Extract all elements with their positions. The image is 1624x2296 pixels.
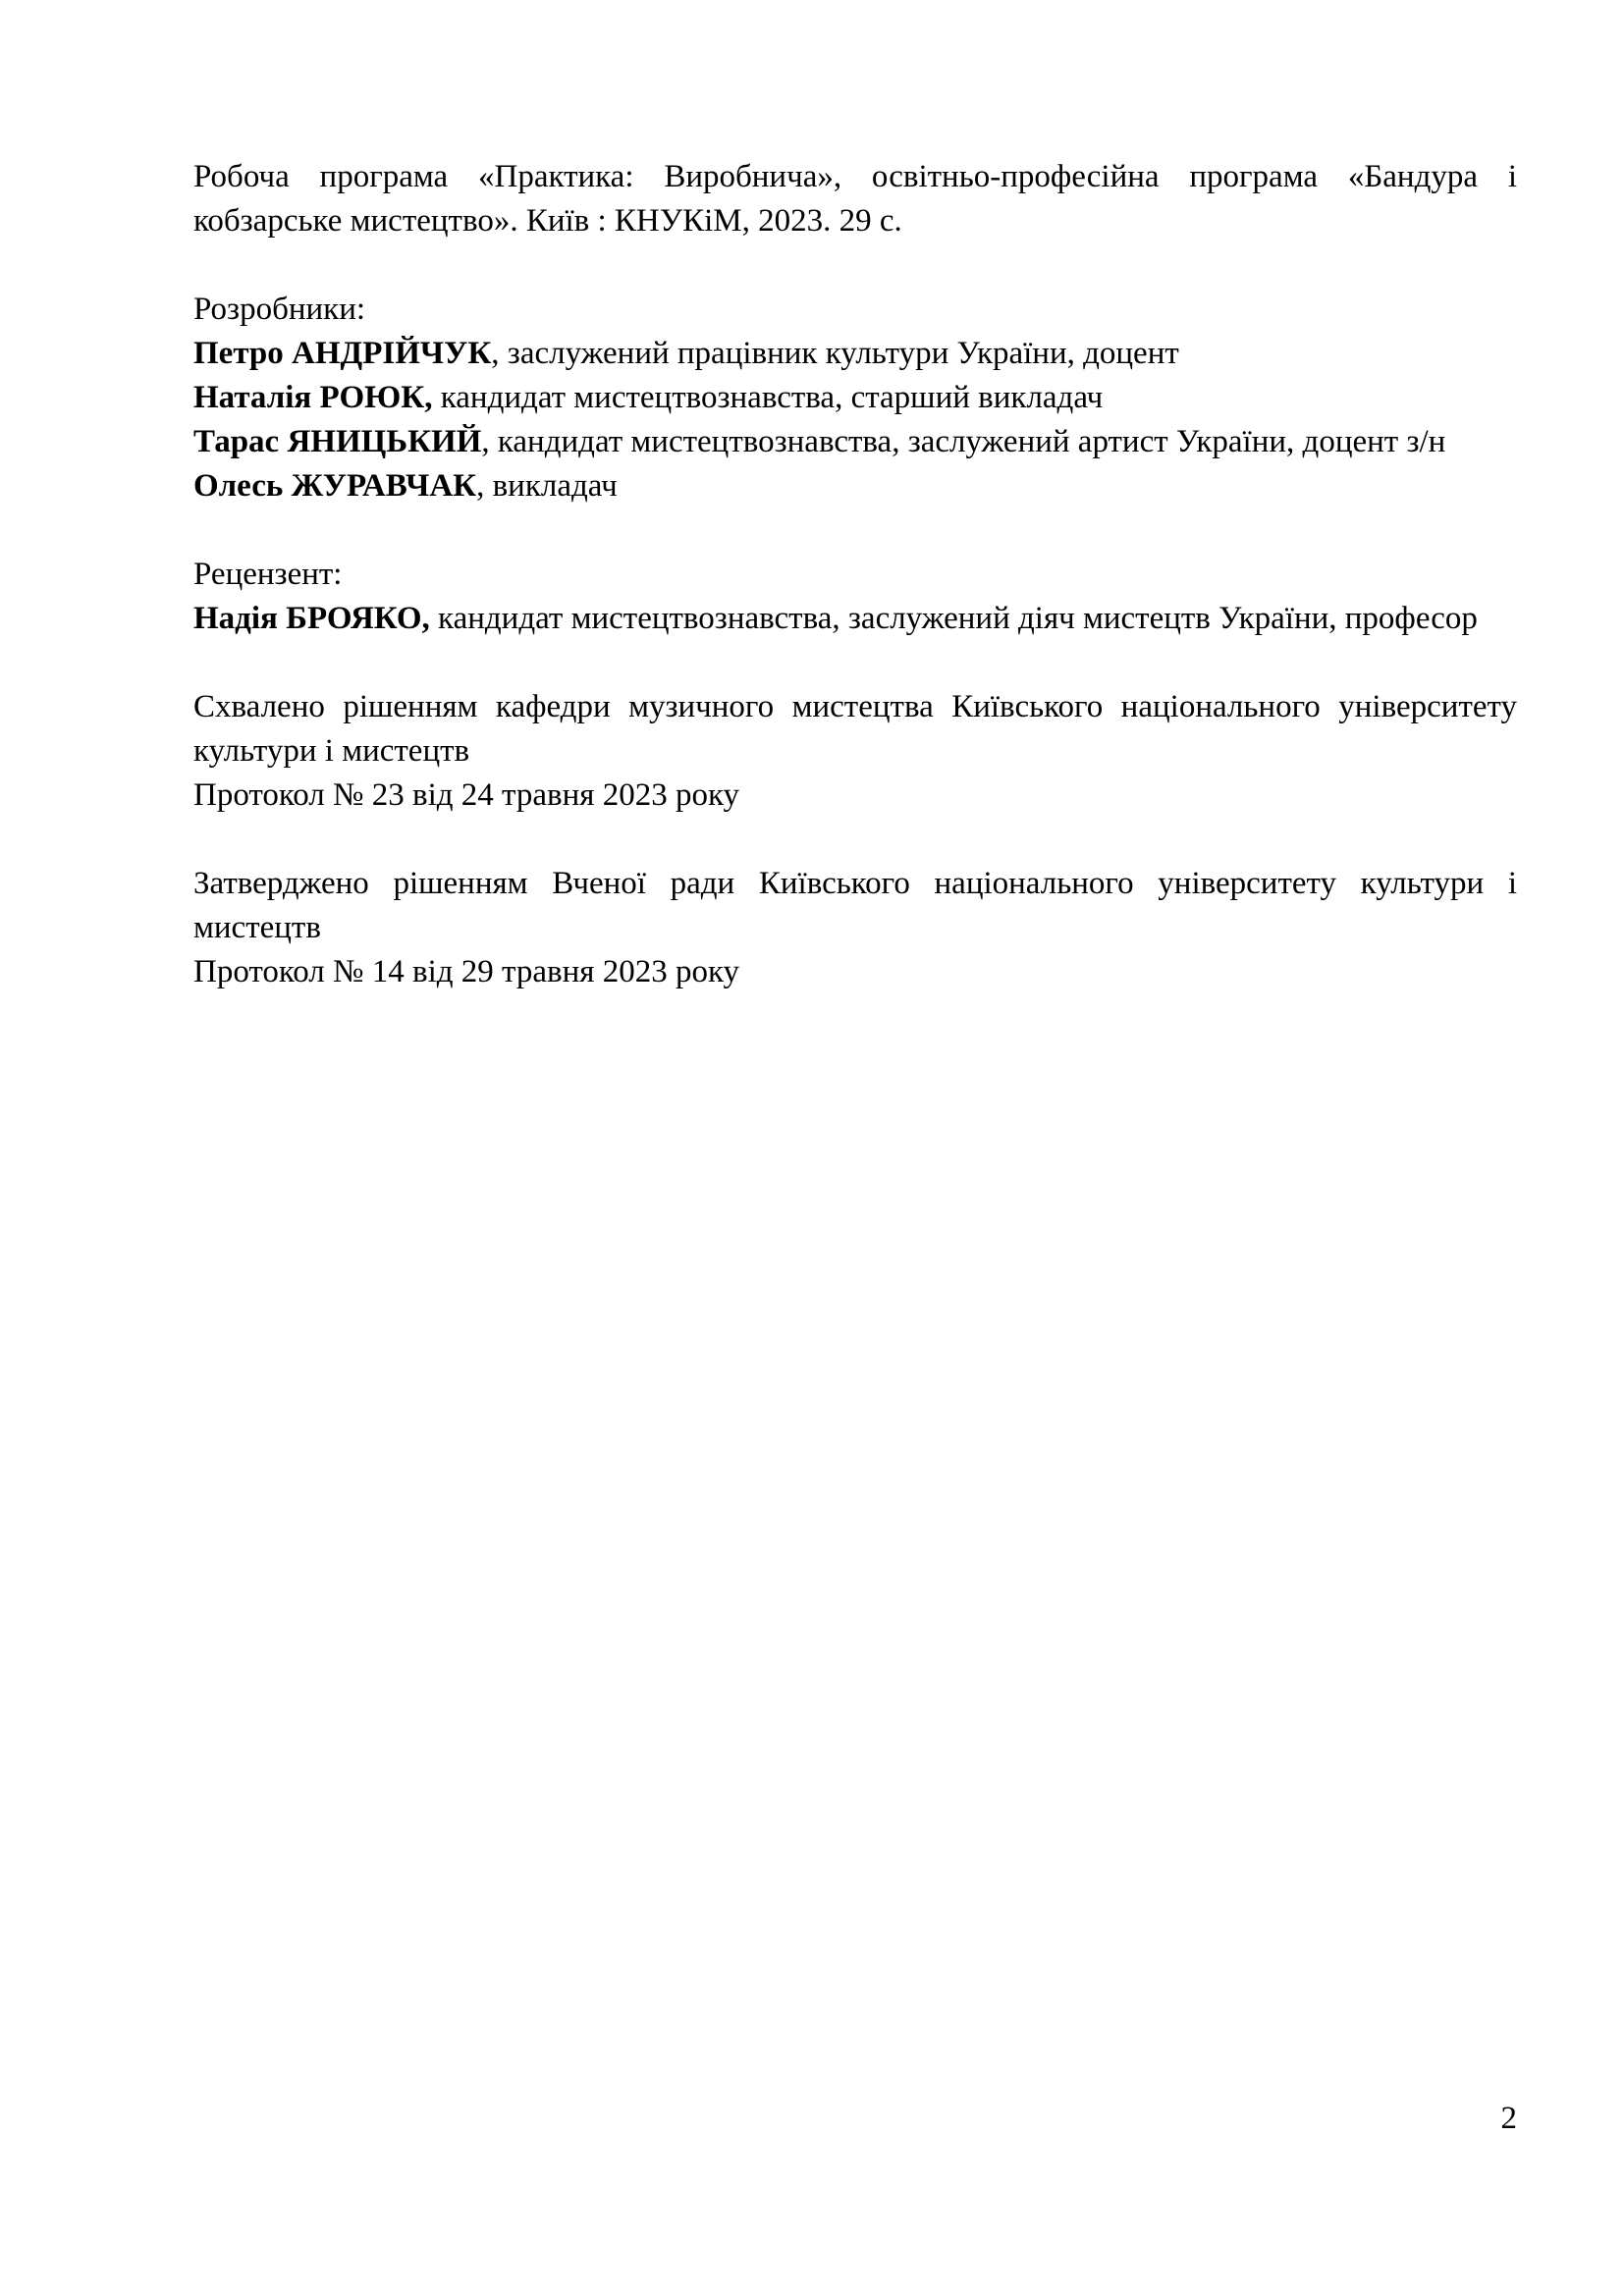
spacer	[193, 641, 1517, 685]
reviewer-entry	[193, 597, 1517, 641]
spacer	[193, 243, 1517, 288]
developer-details: , викладач	[476, 468, 618, 504]
council-approval-protocol: Протокол № 14 від 29 травня 2023 року	[193, 954, 740, 989]
spacer	[193, 818, 1517, 862]
developer-entry	[193, 420, 1517, 464]
department-approval-text: Схвалено рішенням кафедри музичного мистецтва Київського національного університету культури і мистецтв	[193, 689, 1517, 769]
developers-heading: Розробники:	[193, 292, 366, 327]
developer-details: , заслужений працівник культури України, доцент	[491, 336, 1179, 371]
department-approval-protocol: Протокол № 23 від 24 травня 2023 року	[193, 777, 740, 813]
developer-entry	[193, 376, 1517, 420]
reviewer-details: кандидат мистецтвознавства, заслужений діяч мистецтв України, професор	[429, 601, 1478, 636]
developer-details: кандидат мистецтвознавства, старший викладач	[432, 380, 1104, 415]
developer-name: Петро АНДРІЙЧУК	[193, 336, 492, 371]
developer-name: Наталія РОЮК,	[193, 380, 433, 415]
developers-section	[193, 288, 1517, 508]
reviewer-name: Надія БРОЯКО,	[193, 601, 430, 636]
developer-name: Тарас ЯНИЦЬКИЙ	[193, 424, 482, 459]
developer-entry	[193, 332, 1517, 376]
reviewer-heading: Рецензент:	[193, 557, 343, 592]
page-number: 2	[1500, 2101, 1517, 2136]
reviewer-section	[193, 553, 1517, 641]
developer-details: , кандидат мистецтвознавства, заслужений артист України, доцент з/н	[481, 424, 1446, 459]
spacer	[193, 508, 1517, 553]
department-approval-section	[193, 685, 1517, 818]
developer-entry	[193, 464, 1517, 508]
citation-paragraph: Робоча програма «Практика: Виробнича», освітньо-професійна програма «Бандура і кобзарське мистецтво». Київ : КНУКіМ, 2023. 29 с.	[193, 159, 1517, 239]
page-content	[193, 155, 1517, 994]
developer-name: Олесь ЖУРАВЧАК	[193, 468, 477, 504]
council-approval-text: Затверджено рішенням Вченої ради Київського національного університету культури і мистецтв	[193, 866, 1517, 945]
council-approval-section	[193, 862, 1517, 994]
